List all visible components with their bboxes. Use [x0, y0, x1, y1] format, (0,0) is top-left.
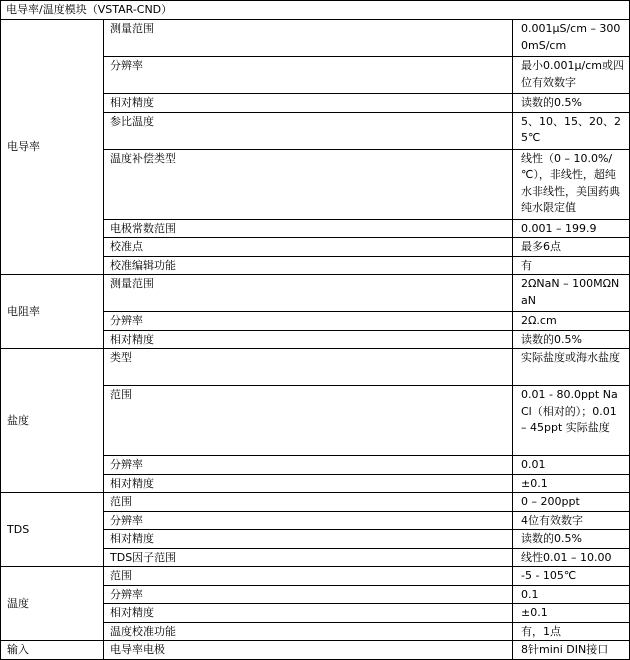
param-label: 相对精度 [104, 604, 513, 623]
param-label: 范围 [104, 493, 513, 512]
param-value: 读数的0.5% [513, 330, 630, 349]
param-label: 相对精度 [104, 94, 513, 113]
title-row [1, 1, 630, 20]
category-conductivity: 电导率 [1, 20, 104, 275]
param-value: 最多6点 [513, 238, 630, 257]
param-label: 范围 [104, 567, 513, 586]
param-value: 线性（0 – 10.0%/℃），非线性，超纯水非线性，美国药典纯水限定值 [513, 149, 630, 219]
param-value: ±0.1 [513, 474, 630, 493]
param-label: 温度校准功能 [104, 622, 513, 641]
table-row [1, 275, 630, 312]
table-row [1, 349, 630, 386]
table-title: 电导率/温度模块（VSTAR-CND） [1, 1, 630, 20]
param-label: 相对精度 [104, 474, 513, 493]
param-value: 0.01 [513, 456, 630, 475]
param-label: TDS因子范围 [104, 548, 513, 567]
table-row [1, 567, 630, 586]
param-label: 相对精度 [104, 330, 513, 349]
param-label: 分辨率 [104, 585, 513, 604]
param-value: 实际盐度或海水盐度 [513, 349, 630, 386]
param-value: 有，1点 [513, 622, 630, 641]
category-input: 输入 [1, 641, 104, 660]
param-label: 分辨率 [104, 456, 513, 475]
category-salinity: 盐度 [1, 349, 104, 493]
param-value: ±0.1 [513, 604, 630, 623]
param-label: 测量范围 [104, 20, 513, 57]
category-temperature: 温度 [1, 567, 104, 641]
param-value: 8针mini DIN接口 [513, 641, 630, 660]
param-label: 测量范围 [104, 275, 513, 312]
param-label: 分辨率 [104, 511, 513, 530]
param-label: 范围 [104, 386, 513, 456]
param-value: 2Ω.cm [513, 312, 630, 331]
param-value: 4位有效数字 [513, 511, 630, 530]
table-row [1, 493, 630, 512]
param-value: 0.1 [513, 585, 630, 604]
param-value: -5 - 105℃ [513, 567, 630, 586]
param-label: 电导率电极 [104, 641, 513, 660]
param-label: 温度补偿类型 [104, 149, 513, 219]
param-value: 2ΩNaN – 100MΩNaN [513, 275, 630, 312]
param-value: 0.001 – 199.9 [513, 219, 630, 238]
category-tds: TDS [1, 493, 104, 567]
param-label: 相对精度 [104, 530, 513, 549]
param-label: 分辨率 [104, 57, 513, 94]
param-value: 0 – 200ppt [513, 493, 630, 512]
param-label: 类型 [104, 349, 513, 386]
param-value: 读数的0.5% [513, 94, 630, 113]
param-value: 线性0.01 – 10.00 [513, 548, 630, 567]
param-value: 读数的0.5% [513, 530, 630, 549]
param-label: 校准编辑功能 [104, 256, 513, 275]
category-resistivity: 电阻率 [1, 275, 104, 349]
param-label: 参比温度 [104, 112, 513, 149]
param-value: 0.01 - 80.0ppt NaCl（相对的）；0.01 – 45ppt 实际盐度 [513, 386, 630, 456]
param-label: 电极常数范围 [104, 219, 513, 238]
param-value: 5、10、15、20、25℃ [513, 112, 630, 149]
table-row [1, 641, 630, 660]
param-value: 最小0.001µ/cm或四位有效数字 [513, 57, 630, 94]
param-label: 分辨率 [104, 312, 513, 331]
param-value: 有 [513, 256, 630, 275]
param-label: 校准点 [104, 238, 513, 257]
table-row [1, 20, 630, 57]
param-value: 0.001µS/cm – 3000mS/cm [513, 20, 630, 57]
